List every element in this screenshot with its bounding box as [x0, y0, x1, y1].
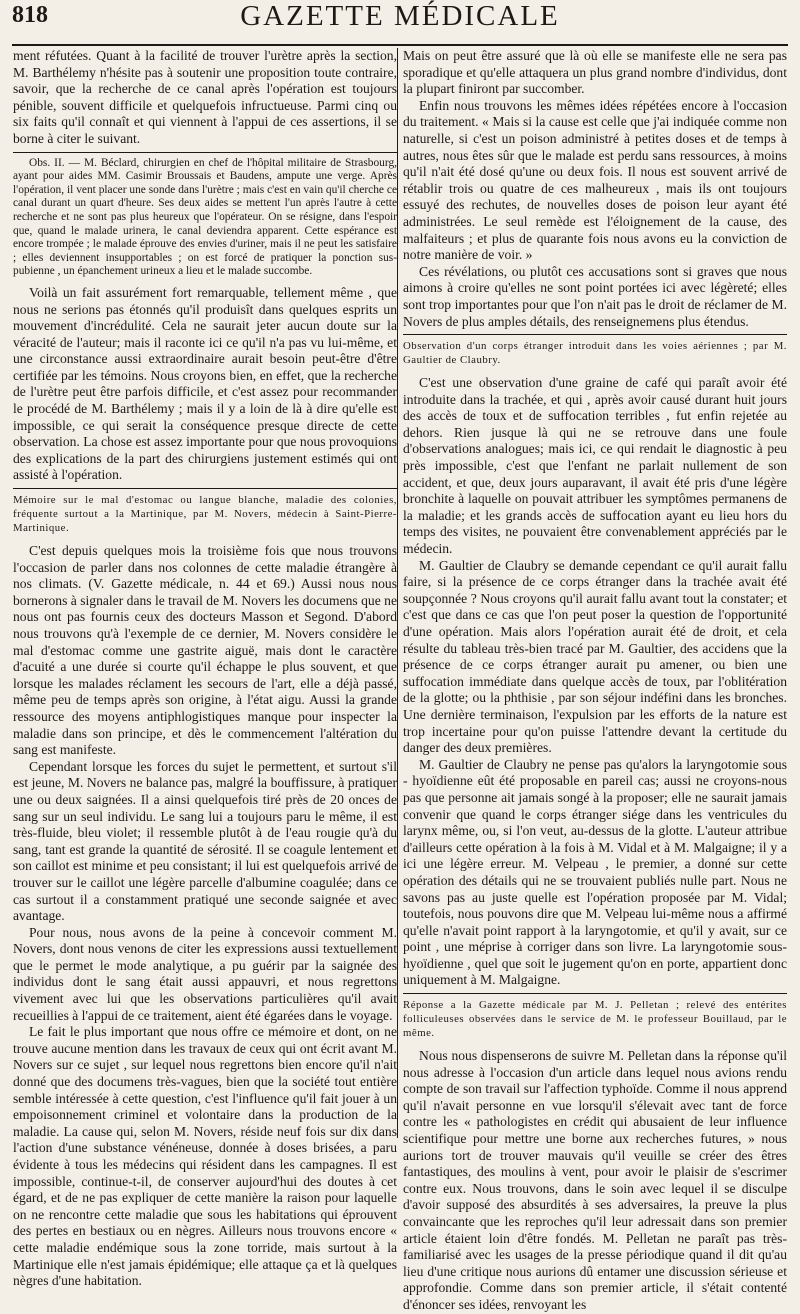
left-column	[13, 48, 397, 1289]
paragraph: C'est depuis quelques mois la troisième fois que nous trouvons l'occasion de parler dans nos colonnes de cette maladie étrangère à nos climats. (V. Gazette médicale, n. 44 et 69.) Aussi nous nous bornerons à signaler dans le travail de M. Novers les documens que ne nous ont pas fournis ceux des docteurs Masson et Segond. D'abord nous trouvons qu'à l'exemple de ce dernier, M. Novers considère le mal d'estomac comme une gastrite aiguë, mais dont le caractère d'acuité a une durée si courte qu'il échappe le plus souvent, et que lorsque les malades réclament les secours de l'art, elle a déjà passé, même peu de temps après son origine, à l'état aigu. Aussi la grande ressource des moyens antiphlogistiques manque pour inspecter la maladie dans son principe, et dès le commencement l'altération du sang est manifeste.	[13, 543, 397, 758]
journal-title: GAZETTE MÉDICALE	[240, 0, 560, 32]
paragraph: Ces révélations, ou plutôt ces accusations sont si graves que nous aimons à croire qu'elles ne sont point portées ici avec légèreté; elles sont trop importantes pour que l'on n'ait pas le droit de réclamer de M. Novers de plus amples détails, des renseignemens plus étendus.	[403, 263, 787, 329]
paragraph: ment réfutées. Quant à la facilité de trouver l'urètre après la section, M. Barthélemy n'hésite pas à soutenir une proposition toute contraire, savoir, que la recherche de ce canal après l'opération est toujours pénible, souvent difficile et quelquefois infructueuse. Parmi cinq ou six faits qu'il connaît et qui viennent à l'appui de ces assertions, il se borne à citer le suivant.	[13, 48, 397, 146]
observation-note: Obs. II. — M. Béclard, chirurgien en chef de l'hôpital militaire de Strasbourg, ayant pour aides MM. Casimir Broussais et Baudens, ampute une verge. Après l'opération, il vent placer une sonde dans l'urètre ; mais c'est en vain qu'il cherche ce canal durant un quart d'heure. Ses deux aides se mettent l'un après l'autre à cette recherche et ne sont pas plus heureux que l'opérateur. On se résigne, dans l'espoir que, quand le malade urinera, le canal deviendra apparent. Cette espérance est encore trompée ; le malade éprouve des envies d'uriner, mais il ne peut les satisfaire ; elles deviennent insupportables ; on est forcé de pratiquer la ponction sus-pubienne , un épanchement urineux a lieu et le malade succombe.	[13, 156, 397, 278]
page-header	[12, 0, 788, 46]
paragraph: C'est une observation d'une graine de café qui paraît avoir été introduite dans la trachée, et qui , après avoir causé durant huit jours des accès de toux et de suffocation terribles , fut enfin rejetée au dehors. Rien jusque là qui ne se retrouve dans une foule d'observations analogues; mais ici, ce qui rendait le diagnostic à peu près impossible, c'est que l'enfant ne parlait nullement de son accident, et que, deux jours auparavant, il avait été pris d'une légère bronchite à laquelle on pouvait attribuer les symptômes permanens de la maladie; et les grands accès de suffocation ayant eu lieu hors du temps des visites, ne pouvaient être convenablement appréciés par le médecin.	[403, 375, 787, 557]
paragraph: Enfin nous trouvons les mêmes idées répétées encore à l'occasion du traitement. « Mais si la cause est celle que j'ai indiquée comme non naturelle, si c'est un poison administré à petites doses et de temps à autres, nous êtes sûr que le malade est perdu sans ressources, à moins qu'il n'ait été dosé qu'une ou deux fois. Il nous est souvent arrivé de rétablir trois ou quatre de ces malheureux , mais ils ont toujours essuyé des rechutes, de nouvelles doses de poison leur ayant été administrées. Le seul remède est l'éloignement de la cause, des malfaiteurs ; et plus de quarante fois nous avons eu la conviction de notre manière de voir. »	[403, 97, 787, 263]
paragraph: Nous nous dispenserons de suivre M. Pelletan dans la réponse qu'il nous adresse à l'occasion d'un article dans lequel nous avions rendu compte de son travail sur l'affection typhoïde. Comme il nous apprend qu'il n'avait personne en vue lorsqu'il s'élevait avec tant de force contre les « pathologistes en crédit qui abusaient de leur influence scientifique pour mettre une borne aux recherches futures, » nous aurions tort de trouver mauvais qu'il veuille se créer des êtres fantastiques, des moulins à vent, pour avoir le plaisir de s'escrimer contre eux. Nous trouvons, dans le soin avec lequel il se disculpe d'avoir supposé des absurdités à ses adversaires, la preuve la plus convaincante que les reproches qu'il leur adressait dans son premier article étaient loin d'être fondés. M. Pelletan ne paraît pas très-familiarisé avec les usages de la presse périodique quand il dit qu'au lieu d'une critique nous aurions dû entamer une discussion sérieuse et approfondie. Comme dans son premier article, il s'était contenté d'énoncer ses idées, renvoyant les	[403, 1048, 787, 1312]
paragraph: M. Gaultier de Claubry se demande cependant ce qu'il aurait fallu faire, si la présence de ce corps étranger dans la trachée avait été soupçonnée ? Nous croyons qu'il aurait fallu avant tout la constater; et c'est que dans ce cas que l'on peut poser la question de l'opportunité d'une opération. Mais alors l'opération aurait été de droit, et cela résulte du tableau très-bien tracé par M. Gaultier, des accidens que la présence de ce corps étranger aurait pu amener, ou bien une suffocation immédiate dans quelque accès de toux, par l'oblitération de la glotte; ou la phthisie , par son séjour indéfini dans les bronches. Une dernière terminaison, l'expulsion par les efforts de la nature est trop incertaine pour qu'on puisse l'attendre devant la certitude du danger des deux premières.	[403, 557, 787, 756]
paragraph: Cependant lorsque les forces du sujet le permettent, et surtout s'il est jeune, M. Novers ne balance pas, malgré la bouffissure, à pratiquer une ou deux saignées. Il a ainsi quelquefois tiré près de 20 onces de sang sur un seul individu. Le sang lui a toujours paru le même, il est très-fluide, bleu violet; il ressemble plutôt à de l'eau rougie qu'à du sang, tant est grande la quantité de sérosité. Il se coagule lentement et son caillot est minime et peu consistant; il lui est quelquefois arrivé de trouver sur le caillot une légère parcelle d'albumine coagulée; dans ce cas surtout il a constamment pratiqué une seconde saignée et avec avantage.	[13, 758, 397, 924]
right-column	[403, 48, 787, 1312]
article-heading: Observation d'un corps étranger introduit dans les voies aériennes ; par M. Gaultier de Claubry.	[403, 340, 787, 367]
paragraph: Mais on peut être assuré que là où elle se manifeste elle ne sera pas sporadique et qu'elle attaquera un plus grand nombre d'individus, dont la plupart finiront par succomber.	[403, 48, 787, 97]
divider	[403, 334, 787, 335]
divider	[13, 152, 397, 153]
page-number: 818	[12, 2, 48, 28]
column-divider	[397, 48, 398, 1138]
paragraph: Voilà un fait assurément fort remarquable, tellement même , que nous ne serions pas étonnés qu'il produisît dans quelques esprits un mouvement d'incrédulité. Cela ne saurait jeter aucun doute sur la véracité de l'auteur; mais il raconte ici ce qu'il n'a pas vu lui-même, et une circonstance aussi extraordinaire aurait besoin peut-être d'être certifiée par les témoins. Nous croyons bien, en effet, que la recherche de l'urètre peut être parfois difficile, et c'est assez pour recommander le procédé de M. Barthélemy ; mais il y a loin de là à dire qu'elle est impossible, ce qui serait la conséquence presque directe de cette observation. La chose est assez importante pour que nous provoquions des explications de la part des chirurgiens justement estimés qui ont assisté à l'opération.	[13, 284, 397, 483]
divider	[13, 488, 397, 489]
paragraph: Pour nous, nous avons de la peine à concevoir comment M. Novers, dont nous venons de citer les expressions aussi textuellement que le permet le mode analytique, a pu guérir par la saignée des individus dont le sang était aussi appauvri, et nous regrettons vivement avec lui que les observations particulières qu'il avait recueillies à l'appui de ce traitement, aient été égarées dans le voyage.	[13, 924, 397, 1023]
paragraph: M. Gaultier de Claubry ne pense pas qu'alors la laryngotomie sous - hyoïdienne eût été proposable en pareil cas; aussi ne croyons-nous pas que personne ait jamais songé à la proposer; elle ne saurait jamais convenir que quand le corps étranger siége dans les ventricules du larynx même, ou, si l'on veut, au-dessus de la glotte. L'auteur attribue d'ailleurs cette opération à la fois à M. Vidal et à M. Malgaigne; il y a ici une légère erreur. M. Velpeau , le premier, a donné sur cette opération des détails qui ne se trouvaient publiés nulle part. Nous ne savons pas au juste quelle est l'opération proposée par M. Vidal; toutefois, nous pouvons dire que M. Velpeau lui-même nous a affirmé qu'elle n'avait point rapport à la laryngotomie, et qu'il y avait, sur ce point , une méprise à corriger dans son livre. La laryngotomie sous-hyoïdienne , quel que soit le jugement qu'on en porte, appartient donc uniquement à M. Malgaigne.	[403, 756, 787, 988]
article-heading: Mémoire sur le mal d'estomac ou langue blanche, maladie des colonies, fréquente surtout a la Martinique, par M. Novers, médecin à Saint-Pierre-Martinique.	[13, 494, 397, 535]
divider	[403, 993, 787, 994]
paragraph: Le fait le plus important que nous offre ce mémoire et dont, on ne trouve aucune mention dans les travaux de ceux qui ont écrit avant M. Novers sur ce sujet , sur lequel nous regrettons bien encore qu'il n'ait donné que des documens très-vagues, bien que la société tout entière semble intéressée à cette question, c'est l'influence qu'il fait jouer à un empoisonnement criminel et volontaire dans la production de la maladie. La cause qui, selon M. Novers, réside neuf fois sur dix dans l'action d'une substance vénéneuse, donnée à doses brisées, a paru évidente à tous les médecins qui résident dans les campagnes. Il est impossible, continue-t-il, de conserver aujourd'hui des doutes à cet égard, et de ne pas expliquer de cette manière la raison pour laquelle on ne rencontre cette maladie que sous les habitations qui éprouvent des pertes en bestiaux ou en nègres. Ailleurs nous trouvons encore « cette maladie endémique sous la zone torride, mais surtout à la Martinique elle n'est jamais épidémique; elle attaque ça et là quelques nègres d'une habitation.	[13, 1024, 397, 1289]
article-heading: Réponse a la Gazette médicale par M. J. Pelletan ; relevé des entérites folliculeuses observées dans le service de M. le professeur Bouillaud, par le même.	[403, 999, 787, 1040]
